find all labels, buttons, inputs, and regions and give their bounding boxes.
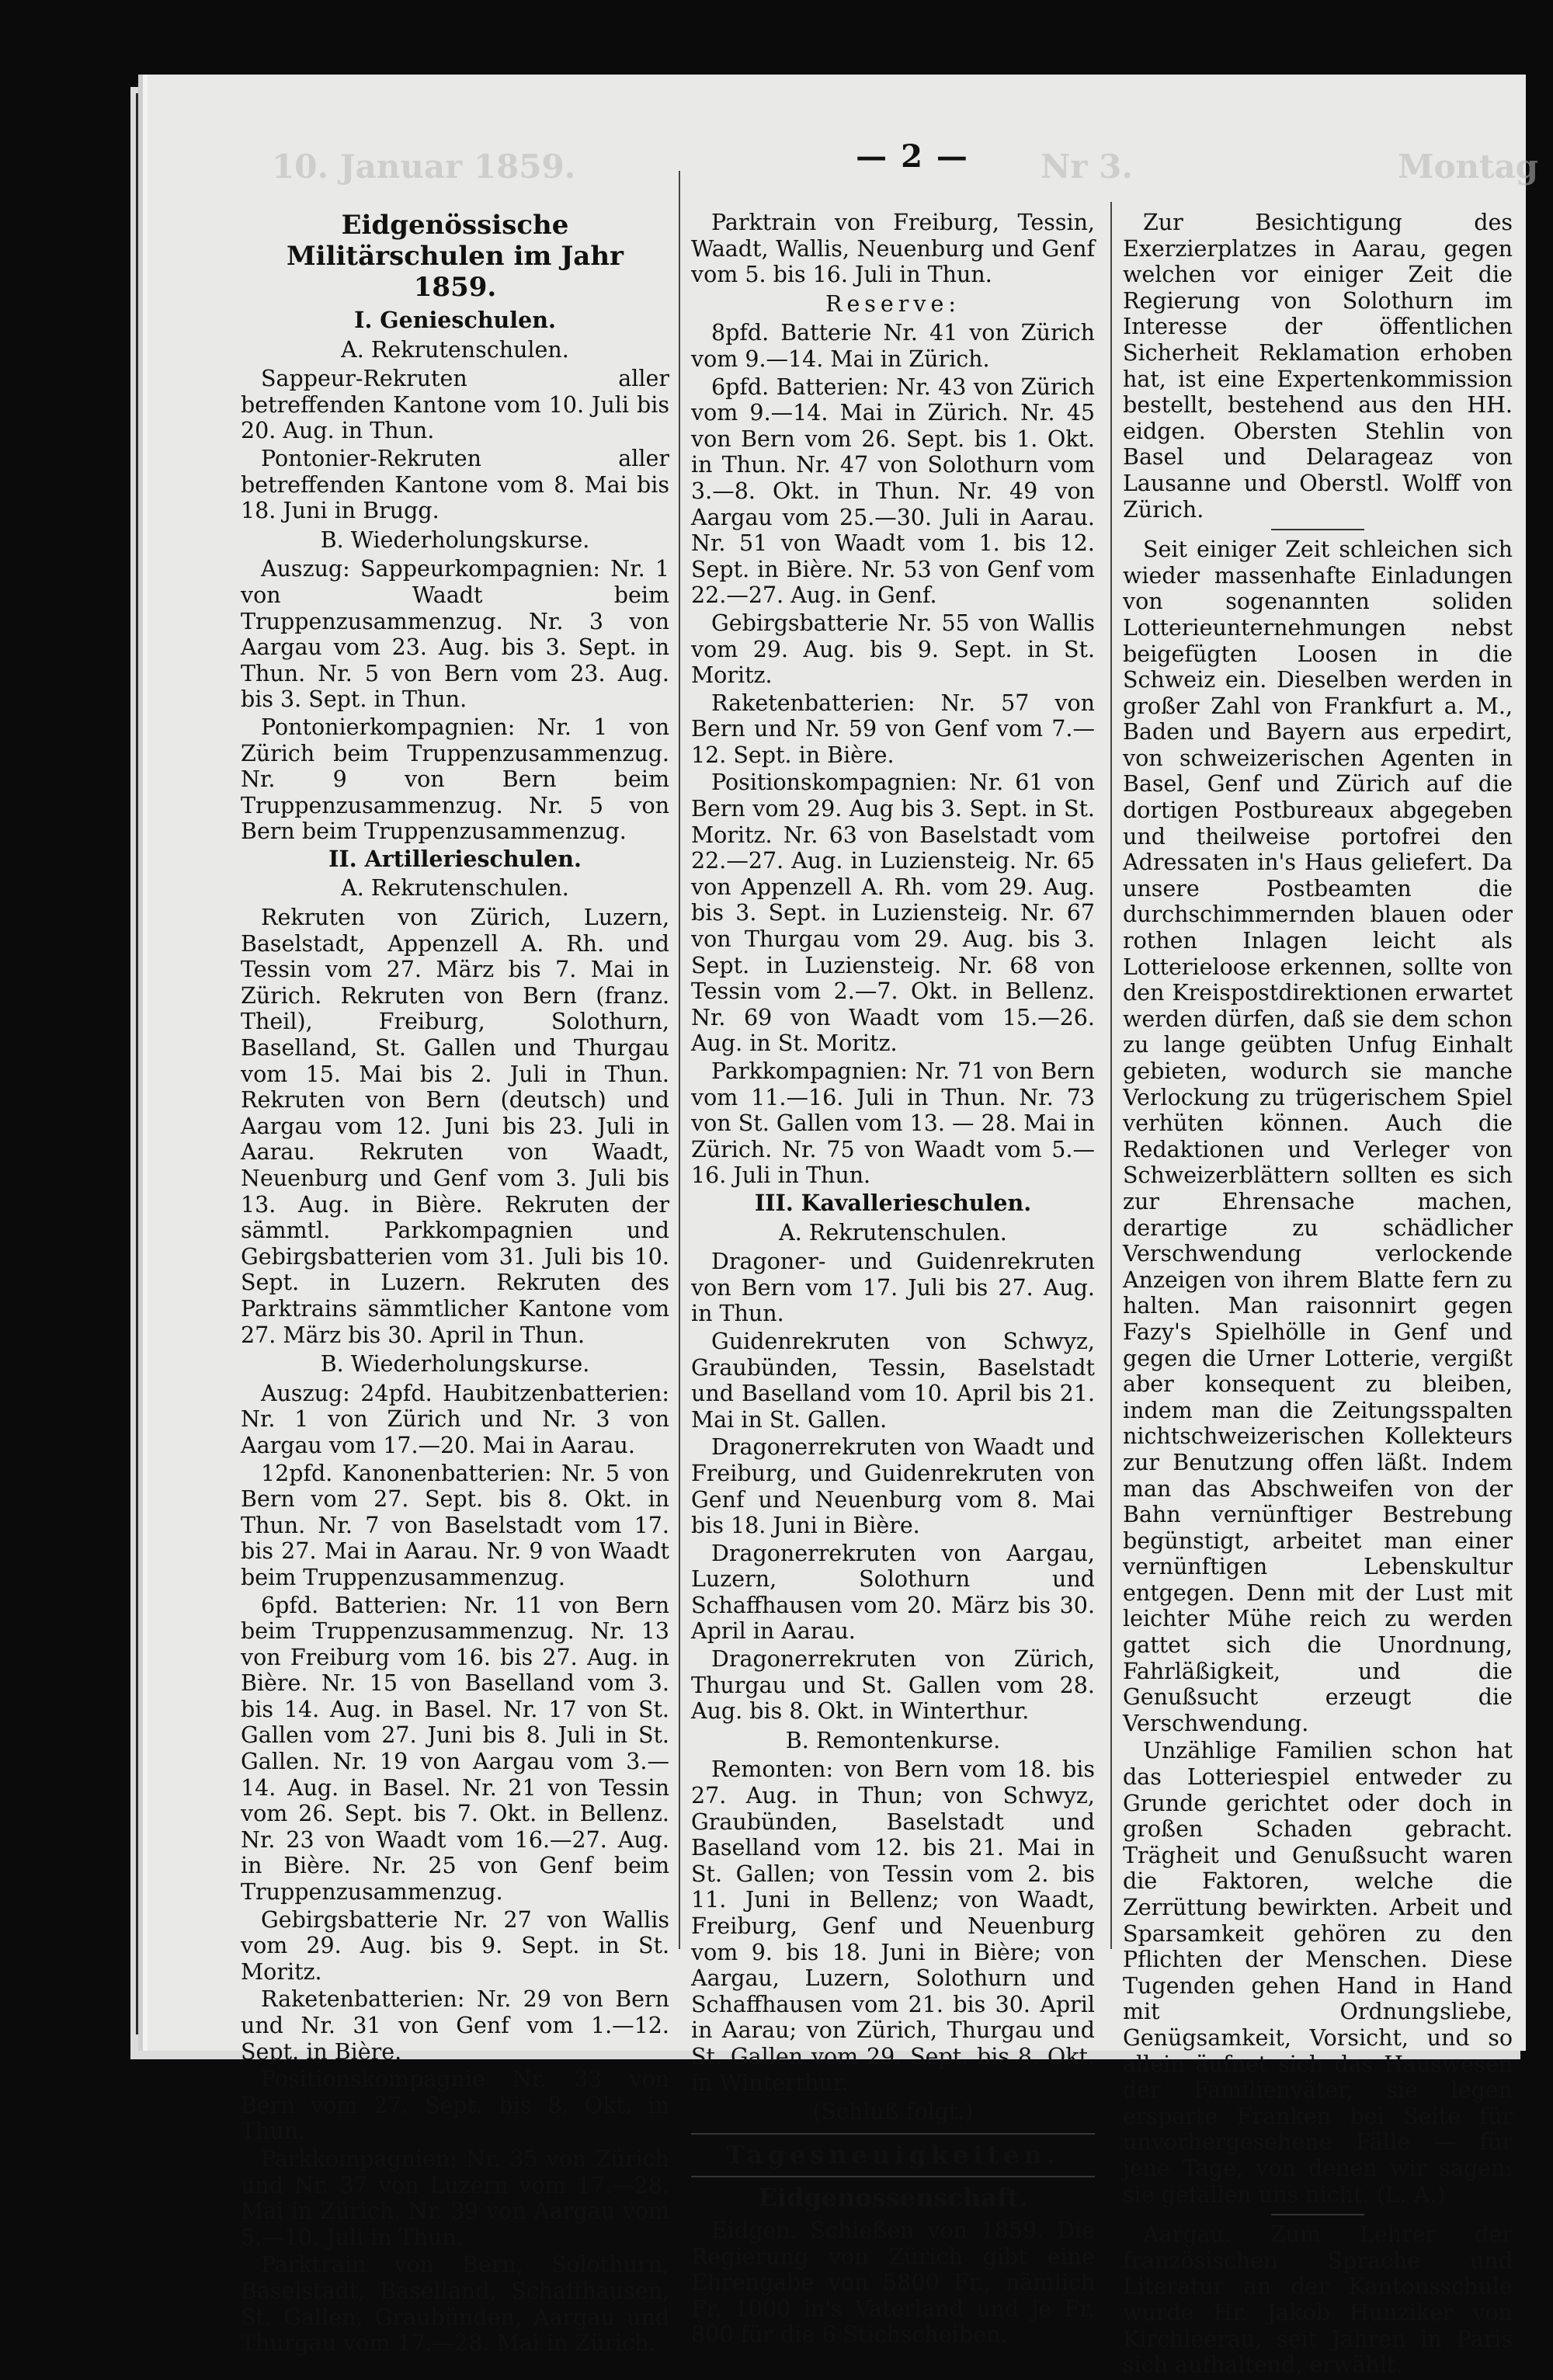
news-heading: Tagesneuigkeiten. [726,2139,1060,2170]
paragraph: Guidenrekruten von Schwyz, Graubünden, Tessin, Baselstadt und Baselland vom 10. April bis 21. Mai in St. Gallen. [691,1328,1095,1433]
paragraph: Dragonerrekruten von Waadt und Freiburg, und Guidenrekruten von Genf und Neuenburg vom 8. Mai bis 18. Juni in Bière. [691,1434,1095,1539]
divider [1271,2214,1364,2215]
divider [1271,529,1364,530]
paragraph: Positionskompagnie Nr. 33 von Bern vom 27. Sept. bis 8. Okt. in Thun. [241,2066,669,2145]
paragraph: Rekruten von Zürich, Luzern, Baselstadt, Appenzell A. Rh. und Tessin vom 27. März bis 7. Mai in Zürich. Rekruten von Bern (franz. Theil), Freiburg, Solothurn, Baselland, St. Gallen und Thurgau vom 15. Mai bis 2. Juli in Thun. Rekruten von Bern (deutsch) und Aargau vom 12. Juni bis 23. Juli in Aarau. Rekruten von Waadt, Neuenburg und Genf vom 3. Juli bis 13. Aug. in Bière. Rekruten der sämmtl. Parkkompagnien und Gebirgsbatterien vom 31. Juli bis 10. Sept. in Luzern. Rekruten des Parktrains sämmtlicher Kantone vom 27. März bis 30. April in Thun. [241,905,669,1348]
bleed-through-number: Nr 3. [1041,148,1133,186]
bleed-through-date: 10. Januar 1859. [272,148,576,186]
column-right [1123,210,1513,2380]
section-heading: II. Artillerieschulen. [328,845,582,872]
paragraph: Parkkompagnien: Nr. 35 von Zürich und Nr. 37 von Luzern vom 17.—28. Mai in Zürich. Nr. 39 von Aargau vom 5.—10. Juli in Thun. [241,2145,669,2250]
divider [691,2133,1095,2135]
paragraph: Parktrain von Bern, Solothurn, Baselstadt, Baselland, Schaffhausen, St. Gallen, Graubünden, Aargau und Thurgau vom 17.—28. Mai in Zürich. [241,2252,669,2357]
section-heading: I. Genieschulen. [354,307,556,333]
subsection-heading: B. Wiederholungskurse. [320,1351,590,1378]
column-left [241,210,669,2358]
paragraph: Positionskompagnien: Nr. 61 von Bern vom 29. Aug bis 3. Sept. in St. Moritz. Nr. 63 von Baselstadt vom 22.—27. Aug. in Luziensteig. Nr. 65 von Appenzell A. Rh. vom 29. Aug. bis 3. Sept. in Luziensteig. Nr. 67 von Thurgau vom 29. Aug. bis 3. Sept. in Luziensteig. Nr. 68 von Tessin vom 2.—7. Okt. in Bellenz. Nr. 69 von Waadt vom 15.—26. Aug. in St. Moritz. [691,770,1095,1057]
paragraph: Gebirgsbatterie Nr. 27 von Wallis vom 29. Aug. bis 9. Sept. in St. Moritz. [241,1906,669,1985]
paragraph: Parktrain von Freiburg, Tessin, Waadt, Wallis, Neuenburg und Genf vom 5. bis 16. Juli in Thun. [691,210,1095,288]
column-rule [679,171,680,1949]
paragraph: Raketenbatterien: Nr. 29 von Bern und Nr. 31 von Genf vom 1.—12. Sept. in Bière. [241,1986,669,2065]
continued-note: (Schluß folgt.) [812,2099,974,2125]
paragraph: 6pfd. Batterien: Nr. 11 von Bern beim Truppenzusammenzug. Nr. 13 von Freiburg vom 16. bis 27. Aug. in Bière. Nr. 15 von Baselland vom 3. bis 14. Aug. in Basel. Nr. 17 von St. Gallen vom 27. Juni bis 8. Juli in St. Gallen. Nr. 19 von Aargau vom 3.—14. Aug. in Basel. Nr. 21 von Tessin vom 26. Sept. bis 7. Okt. in Bellenz. Nr. 23 von Waadt vom 16.—27. Aug. in Bière. Nr. 25 von Genf beim Truppenzusammenzug. [241,1592,669,1906]
paragraph: Unzählige Familien schon hat das Lotteriespiel entweder zu Grunde gerichtet oder doch in großen Schaden gebracht. Trägheit und Genußsucht waren die Faktoren, welche die Zerrüttung bewirkten. Arbeit und Sparsamkeit gehören zu den Pflichten der Menschen. Diese Tugenden gehen Hand in Hand mit Ordnungsliebe, Genügsamkeit, Vorsicht, und so allein äufnet sich das Hauswesen der Familienväter, sie legen ersparte Franken bei Seite für unvorhergesehene Fälle — für jene Tage, von denen wir sagen: sie gefallen uns nicht. (L. A.) [1123,1738,1513,2208]
column-rule [1110,202,1112,1949]
paragraph: 8pfd. Batterie Nr. 41 von Zürich vom 9.—14. Mai in Zürich. [691,320,1095,372]
subsection-heading: A. Rekrutenschulen. [341,336,569,363]
subsection-heading: A. Rekrutenschulen. [779,1219,1007,1246]
article-title: Eidgenössische Militärschulen im Jahr 1859. [287,210,624,303]
bleed-through-day: Montag [1398,148,1539,186]
paragraph: Raketenbatterien: Nr. 57 von Bern und Nr. 59 von Genf vom 7.—12. Sept. in Bière. [691,690,1095,768]
section-heading: III. Kavallerieschulen. [754,1189,1032,1216]
paragraph: Dragonerrekruten von Zürich, Thurgau und St. Gallen vom 28. Aug. bis 8. Okt. in Winterthur. [691,1646,1095,1725]
subsection-heading: B. Remontenkurse. [785,1727,1001,1753]
column-middle [691,210,1095,2350]
paragraph: Gebirgsbatterie Nr. 55 von Wallis vom 29. Aug. bis 9. Sept. in St. Moritz. [691,610,1095,689]
paragraph: 12pfd. Kanonenbatterien: Nr. 5 von Bern vom 27. Sept. bis 8. Okt. in Thun. Nr. 7 von Baselstadt vom 17. bis 27. Mai in Aarau. Nr. 9 von Waadt beim Truppenzusammenzug. [241,1460,669,1590]
paragraph: Auszug: Sappeurkompagnien: Nr. 1 von Waadt beim Truppenzusammenzug. Nr. 3 von Aargau vom 23. Aug. bis 3. Sept. in Thun. Nr. 5 von Bern vom 23. Aug. bis 3. Sept. in Thun. [241,556,669,713]
news-subheading: Eidgenossenschaft. [758,2183,1028,2213]
paragraph: Seit einiger Zeit schleichen sich wieder massenhafte Einladungen von sogenannten soliden Lotterieunternehmungen nebst beigefügten Loosen in die Schweiz ein. Dieselben werden in großer Zahl von Frankfurt a. M., Baden und Bayern aus erpedirt, von schweizerischen Agenten in Basel, Genf und Zürich auf die dortigen Postbureaux abgegeben und theilweise portofrei den Adressaten in's Haus geliefert. Da unsere Postbeamten die durchschimmernden blauen oder rothen Inlagen leicht als Lotterieloose erkennen, sollte von den Kreispostdirektionen erwartet werden dürfen, daß sie dem schon zu lange geübten Unfug Einhalt gebieten, wodurch sie manche Verlockung zu trügerischem Spiel verhüten können. Auch die Redaktionen und Verleger von Schweizerblättern sollten es sich zur Ehrensache machen, derartige zu schädlicher Verschwendung verlockende Anzeigen von ihrem Blatte fern zu halten. Man raisonnirt gegen Fazy's Spielhölle in Genf und gegen die Urner Lotterie, vergißt aber konsequent zu bleiben, indem man die Zeitungsspalten nichtschweizerischen Kollekteurs zur Benutzung offen läßt. Indem man das Abschweifen von der Bahn vernünftiger Bestrebung begünstigt, arbeitet man einer vernünftigen Lebenskultur entgegen. Denn mit der Lust mit leichter Mühe reich zu werden gattet sich die Unordnung, Fahrläßigkeit, und die Genußsucht erzeugt die Verschwendung. [1123,537,1513,1736]
page-edge [136,93,139,2034]
subsection-heading: A. Rekrutenschulen. [341,875,569,902]
paragraph: Dragoner- und Guidenrekruten von Bern vom 17. Juli bis 27. Aug. in Thun. [691,1249,1095,1327]
paragraph: Pontonier-Rekruten aller betreffenden Kantone vom 8. Mai bis 18. Juni in Brugg. [241,445,669,524]
divider [691,2176,1095,2177]
page-number: — 2 — [856,138,969,175]
subsection-heading: B. Wiederholungskurse. [320,526,590,553]
paragraph: Sappeur-Rekruten aller betreffenden Kantone vom 10. Juli bis 20. Aug. in Thun. [241,366,669,444]
paragraph: Auszug: 24pfd. Haubitzenbatterien: Nr. 1 von Zürich und Nr. 3 von Aargau vom 17.—20. Mai in Aarau. [241,1380,669,1458]
paragraph: Aargau. Zum Lehrer der französischen Sprache und Literatur an der Kantonsschule wurde Hr. Jakob Hunziker von Kirchleerau, seit Jahren in Paris sich aufhaltend, erwählt. [1123,2222,1513,2378]
paragraph: Remonten: von Bern vom 18. bis 27. Aug. in Thun; von Schwyz, Graubünden, Baselstadt und Baselland vom 12. bis 21. Mai in St. Gallen; von Tessin vom 2. bis 11. Juni in Bellenz; von Waadt, Freiburg, Genf und Neuenburg vom 9. bis 18. Juni in Bière; von Aargau, Luzern, Solothurn und Schaffhausen vom 21. bis 30. April in Aarau; von Zürich, Thurgau und St. Gallen vom 29. Sept. bis 8. Okt. in Winterthur. [691,1756,1095,2096]
paragraph: Dragonerrekruten von Aargau, Luzern, Solothurn und Schaffhausen vom 20. März bis 30. April in Aarau. [691,1540,1095,1645]
paragraph: Zur Besichtigung des Exerzierplatzes in Aarau, gegen welchen vor einiger Zeit die Regierung von Solothurn im Interesse der öffentlichen Sicherheit Reklamation erhoben hat, ist eine Expertenkommission bestellt, bestehend aus den HH. eidgen. Obersten Stehlin von Basel und Delarageaz von Lausanne und Oberstl. Wolff von Zürich. [1123,210,1513,523]
paragraph: 6pfd. Batterien: Nr. 43 von Zürich vom 9.—14. Mai in Zürich. Nr. 45 von Bern vom 26. Sept. bis 1. Okt. in Thun. Nr. 47 von Solothurn vom 3.—8. Okt. in Thun. Nr. 49 von Aargau vom 25.—30. Juli in Aarau. Nr. 51 von Waadt vom 1. bis 12. Sept. in Bière. Nr. 53 von Genf vom 22.—27. Aug. in Genf. [691,374,1095,609]
subsection-heading: Reserve: [825,290,961,317]
paragraph: Parkkompagnien: Nr. 71 von Bern vom 11.—16. Juli in Thun. Nr. 73 von St. Gallen vom 13. — 28. Mai in Zürich. Nr. 75 von Waadt vom 5.—16. Juli in Thun. [691,1058,1095,1189]
paragraph: Pontonierkompagnien: Nr. 1 von Zürich beim Truppenzusammenzug. Nr. 9 von Bern beim Truppenzusammenzug. Nr. 5 von Bern beim Truppenzusammenzug. [241,714,669,845]
paragraph: Eidgen. Schießen von 1859. Die Regierung von Zürich gibt eine Ehrengabe von 5800 Fr., nämlich Fr. 1000 in's Vaterland und je Fr. 800 für die 6 Stichscheiben. [691,2217,1095,2348]
